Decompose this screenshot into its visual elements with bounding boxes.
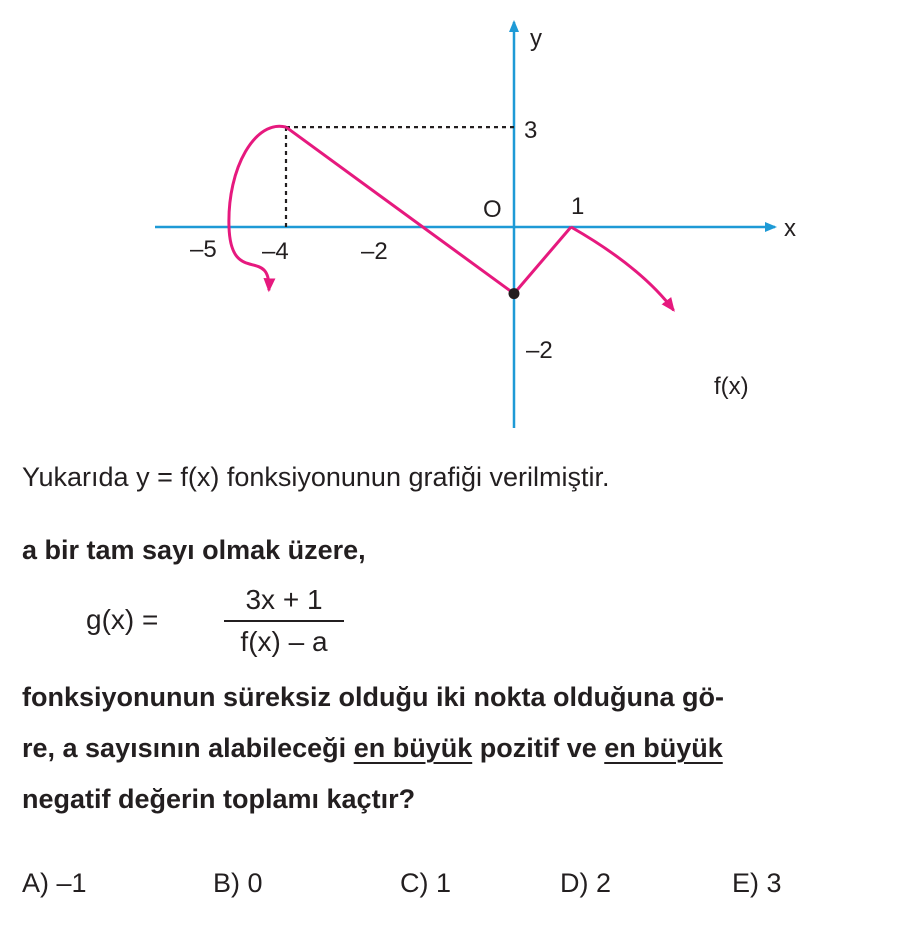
x-tick-label-neg2: –2 — [361, 238, 388, 265]
question-body-line3: negatif değerin toplamı kaçtır? — [22, 784, 416, 814]
choice-c[interactable]: C) 1 — [400, 868, 452, 898]
formula-denominator: f(x) – a — [240, 626, 328, 657]
choice-e[interactable]: E) 3 — [732, 868, 782, 898]
choice-d[interactable]: D) 2 — [560, 868, 612, 898]
origin-label: O — [483, 196, 502, 223]
fraction-bar — [224, 620, 344, 622]
formula-lhs: g(x) = — [86, 604, 159, 635]
body-line2-text-b: pozitif ve — [472, 733, 605, 763]
choice-b[interactable]: B) 0 — [213, 868, 263, 898]
question-intro: Yukarıda y = f(x) fonksiyonunun grafiği verilmiştir. — [22, 462, 610, 492]
choice-a[interactable]: A) –1 — [22, 868, 87, 898]
function-label: f(x) — [714, 373, 749, 400]
x-axis-label: x — [784, 215, 796, 242]
filled-point-0-neg2 — [509, 288, 520, 299]
y-axis-label: y — [530, 25, 542, 52]
y-tick-label-3: 3 — [524, 117, 538, 144]
x-tick-label-neg4: –4 — [262, 238, 289, 265]
x-tick-label-neg5: –5 — [190, 236, 217, 263]
line-segment-ascending — [514, 227, 571, 294]
formula-fraction — [184, 582, 384, 660]
formula-numerator: 3x + 1 — [245, 584, 323, 615]
underlined-en-buyuk-2: en büyük — [604, 733, 723, 763]
curve-right-branch — [571, 227, 674, 310]
question-premise: a bir tam sayı olmak üzere, — [22, 535, 366, 565]
line-segment-descending — [286, 127, 514, 294]
x-tick-label-1: 1 — [571, 193, 585, 220]
function-graph — [0, 0, 908, 450]
y-tick-label-neg2: –2 — [526, 337, 553, 364]
underlined-en-buyuk-1: en büyük — [353, 733, 473, 763]
question-body-line2 — [22, 733, 723, 764]
body-line2-text-a: re, a sayısının alabileceği — [22, 733, 354, 763]
question-body-line1: fonksiyonunun süreksiz olduğu iki nokta olduğuna gö- — [22, 682, 724, 712]
curve-left-branch — [229, 126, 286, 290]
